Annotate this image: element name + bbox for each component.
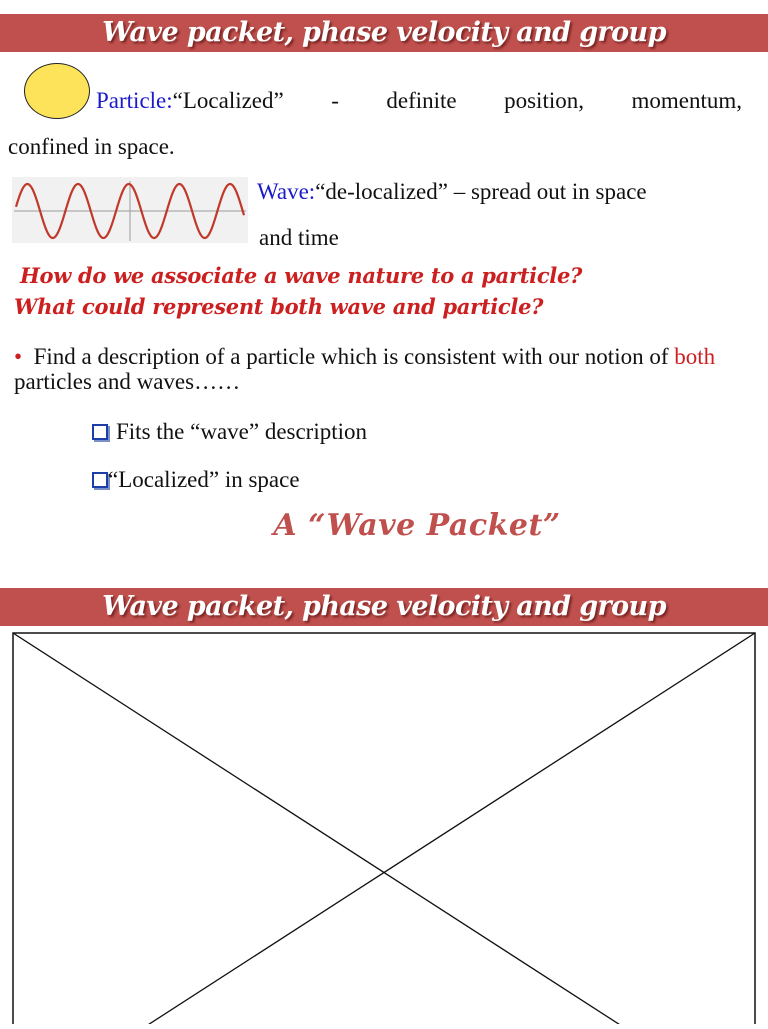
- particle-word: definite: [386, 88, 457, 113]
- checklist-item-text: Fits the “wave” description: [116, 419, 368, 444]
- sine-wave-svg: [12, 177, 248, 243]
- particle-word: momentum,: [631, 88, 742, 113]
- wave-label: Wave:: [257, 179, 316, 204]
- title-banner: [0, 14, 768, 52]
- wave-definition-text: “de-localized” – spread out in space: [315, 179, 647, 204]
- question-wave-and-particle: What could represent both wave and particle?: [14, 294, 544, 319]
- particle-word: “Localized”: [172, 88, 284, 113]
- placeholder-border: [13, 633, 755, 1024]
- particle-circle-icon: [24, 63, 90, 119]
- checkbox-bullet-icon: [92, 424, 108, 440]
- checklist-item: [92, 466, 300, 494]
- question-wave-nature: How do we associate a wave nature to a particle?: [20, 263, 583, 288]
- particle-label: Particle:: [96, 88, 173, 113]
- checklist-item-text: “Localized” in space: [108, 467, 300, 492]
- bullet-text-start: Find a description of a particle which is consistent with our notion of: [33, 344, 675, 369]
- bullet-paragraph: [14, 344, 754, 394]
- particle-word: position,: [504, 88, 584, 113]
- wave-definition-line: [257, 178, 647, 206]
- bullet-highlight: both: [674, 344, 716, 369]
- particle-definition-line: [96, 87, 742, 115]
- particle-definition-continuation: confined in space.: [8, 134, 175, 159]
- particle-word: -: [331, 88, 339, 113]
- wave-definition-continuation: and time: [259, 225, 339, 250]
- image-placeholder: [12, 632, 756, 1024]
- checklist-item: [92, 418, 367, 446]
- particle-first-chunk: [96, 87, 284, 115]
- slide-title: Wave packet, phase velocity and group: [102, 17, 666, 48]
- bullet-text-end: particles and waves……: [14, 369, 241, 394]
- slide-title: Wave packet, phase velocity and group: [102, 591, 666, 622]
- title-banner: [0, 588, 768, 626]
- sine-wave-graph-icon: [12, 177, 248, 243]
- wave-packet-heading: A “Wave Packet”: [273, 508, 561, 543]
- checkbox-bullet-icon: [92, 472, 108, 488]
- bullet-marker: •: [14, 344, 23, 369]
- missing-image-icon: [12, 632, 756, 1024]
